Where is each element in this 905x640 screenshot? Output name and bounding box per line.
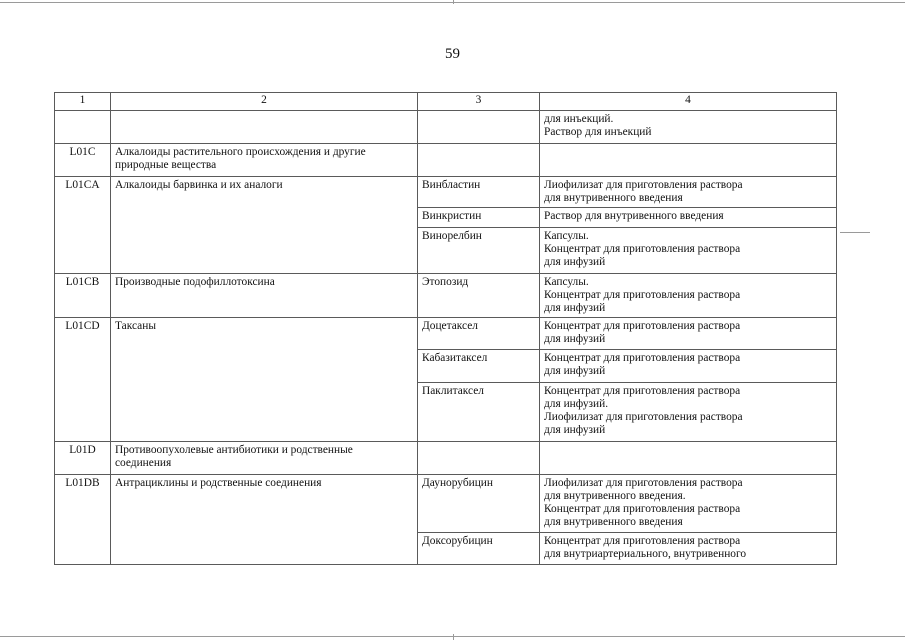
dosage-form-line: для внутриартериального, внутривенного [544,548,747,560]
drug-name-cell [418,111,540,144]
dosage-form-cell [540,475,837,533]
dosage-form-line: Концентрат для приготовления раствора [544,352,741,364]
scan-artifact-line [840,232,870,233]
table-row [55,177,837,208]
dosage-form-line: для инфузий [544,365,606,377]
dosage-form-cell [540,533,837,565]
dosage-form-line: Концентрат для приготовления раствора [544,503,741,515]
dosage-form-line: для инфузий [544,256,606,268]
group-name-cell [111,274,418,318]
dosage-form-cell [540,177,837,208]
drug-name-cell: Даунорубицин [418,475,540,533]
atc-code-cell: L01CA [55,177,111,274]
table-row [55,111,837,144]
dosage-form-line: Концентрат для приготовления раствора [544,385,741,397]
group-name-line: Алкалоиды растительного происхождения и другие [115,146,366,158]
table-header-row [55,93,837,111]
dosage-form-line: Лиофилизат для приготовления раствора [544,179,743,191]
group-name-cell [111,318,418,442]
group-name-line: Антрациклины и родственные соединения [115,477,322,489]
dosage-form-cell [540,318,837,350]
atc-code-cell: L01DB [55,475,111,565]
group-name-cell [111,442,418,475]
drug-name-cell: Доксорубицин [418,533,540,565]
group-name-cell [111,475,418,565]
dosage-form-cell [540,228,837,274]
dosage-form-cell [540,111,837,144]
dosage-form-line: для инфузий. [544,398,609,410]
dosage-form-cell [540,208,837,228]
dosage-form-line: для инфузий [544,333,606,345]
dosage-form-line: Лиофилизат для приготовления раствора [544,477,743,489]
column-header: 4 [540,93,837,111]
drug-name-cell: Винбластин [418,177,540,208]
column-header: 3 [418,93,540,111]
drug-name-cell: Винорелбин [418,228,540,274]
dosage-form-line: Раствор для внутривенного введения [544,210,724,222]
dosage-form-line: Концентрат для приготовления раствора [544,535,741,547]
group-name-line: Таксаны [115,320,156,332]
dosage-form-cell [540,383,837,442]
table-row [55,144,837,177]
page-number: 59 [445,46,460,62]
group-name-line: Алкалоиды барвинка и их аналоги [115,179,283,191]
table-row [55,442,837,475]
drug-name-cell: Доцетаксел [418,318,540,350]
dosage-form-line: для внутривенного введения [544,516,683,528]
dosage-form-line: для инфузий [544,424,606,436]
drug-name-cell [418,144,540,177]
dosage-form-line: Капсулы. [544,230,589,242]
drug-name-cell: Винкристин [418,208,540,228]
dosage-form-line: для внутривенного введения. [544,490,686,502]
group-name-line: Противоопухолевые антибиотики и родственные [115,444,353,456]
group-name-line: природные вещества [115,159,217,171]
atc-code-cell: L01CB [55,274,111,318]
table-row [55,318,837,350]
drug-name-cell: Этопозид [418,274,540,318]
atc-code-cell [55,111,111,144]
table-row [55,274,837,318]
column-header: 2 [111,93,418,111]
scan-artifact-mark [453,0,454,4]
group-name-line: Производные подофиллотоксина [115,276,275,288]
drug-classification-table [54,92,837,565]
dosage-form-cell [540,274,837,318]
group-name-line: соединения [115,457,172,469]
atc-code-cell: L01D [55,442,111,475]
dosage-form-cell [540,442,837,475]
dosage-form-line: Концентрат для приготовления раствора [544,289,741,301]
dosage-form-line: Раствор для инъекций [544,126,652,138]
atc-code-cell: L01C [55,144,111,177]
table-row [55,475,837,533]
group-name-cell [111,177,418,274]
dosage-form-line: для внутривенного введения [544,192,683,204]
dosage-form-cell [540,350,837,383]
drug-name-cell [418,442,540,475]
drug-name-cell: Кабазитаксел [418,350,540,383]
dosage-form-cell [540,144,837,177]
dosage-form-line: Концентрат для приготовления раствора [544,320,741,332]
column-header: 1 [55,93,111,111]
scan-artifact-mark [453,634,454,640]
dosage-form-line: Концентрат для приготовления раствора [544,243,741,255]
drug-name-cell: Паклитаксел [418,383,540,442]
group-name-cell [111,111,418,144]
atc-code-cell: L01CD [55,318,111,442]
dosage-form-line: Лиофилизат для приготовления раствора [544,411,743,423]
group-name-cell [111,144,418,177]
dosage-form-line: для инъекций. [544,113,614,125]
dosage-form-line: для инфузий [544,302,606,314]
dosage-form-line: Капсулы. [544,276,589,288]
